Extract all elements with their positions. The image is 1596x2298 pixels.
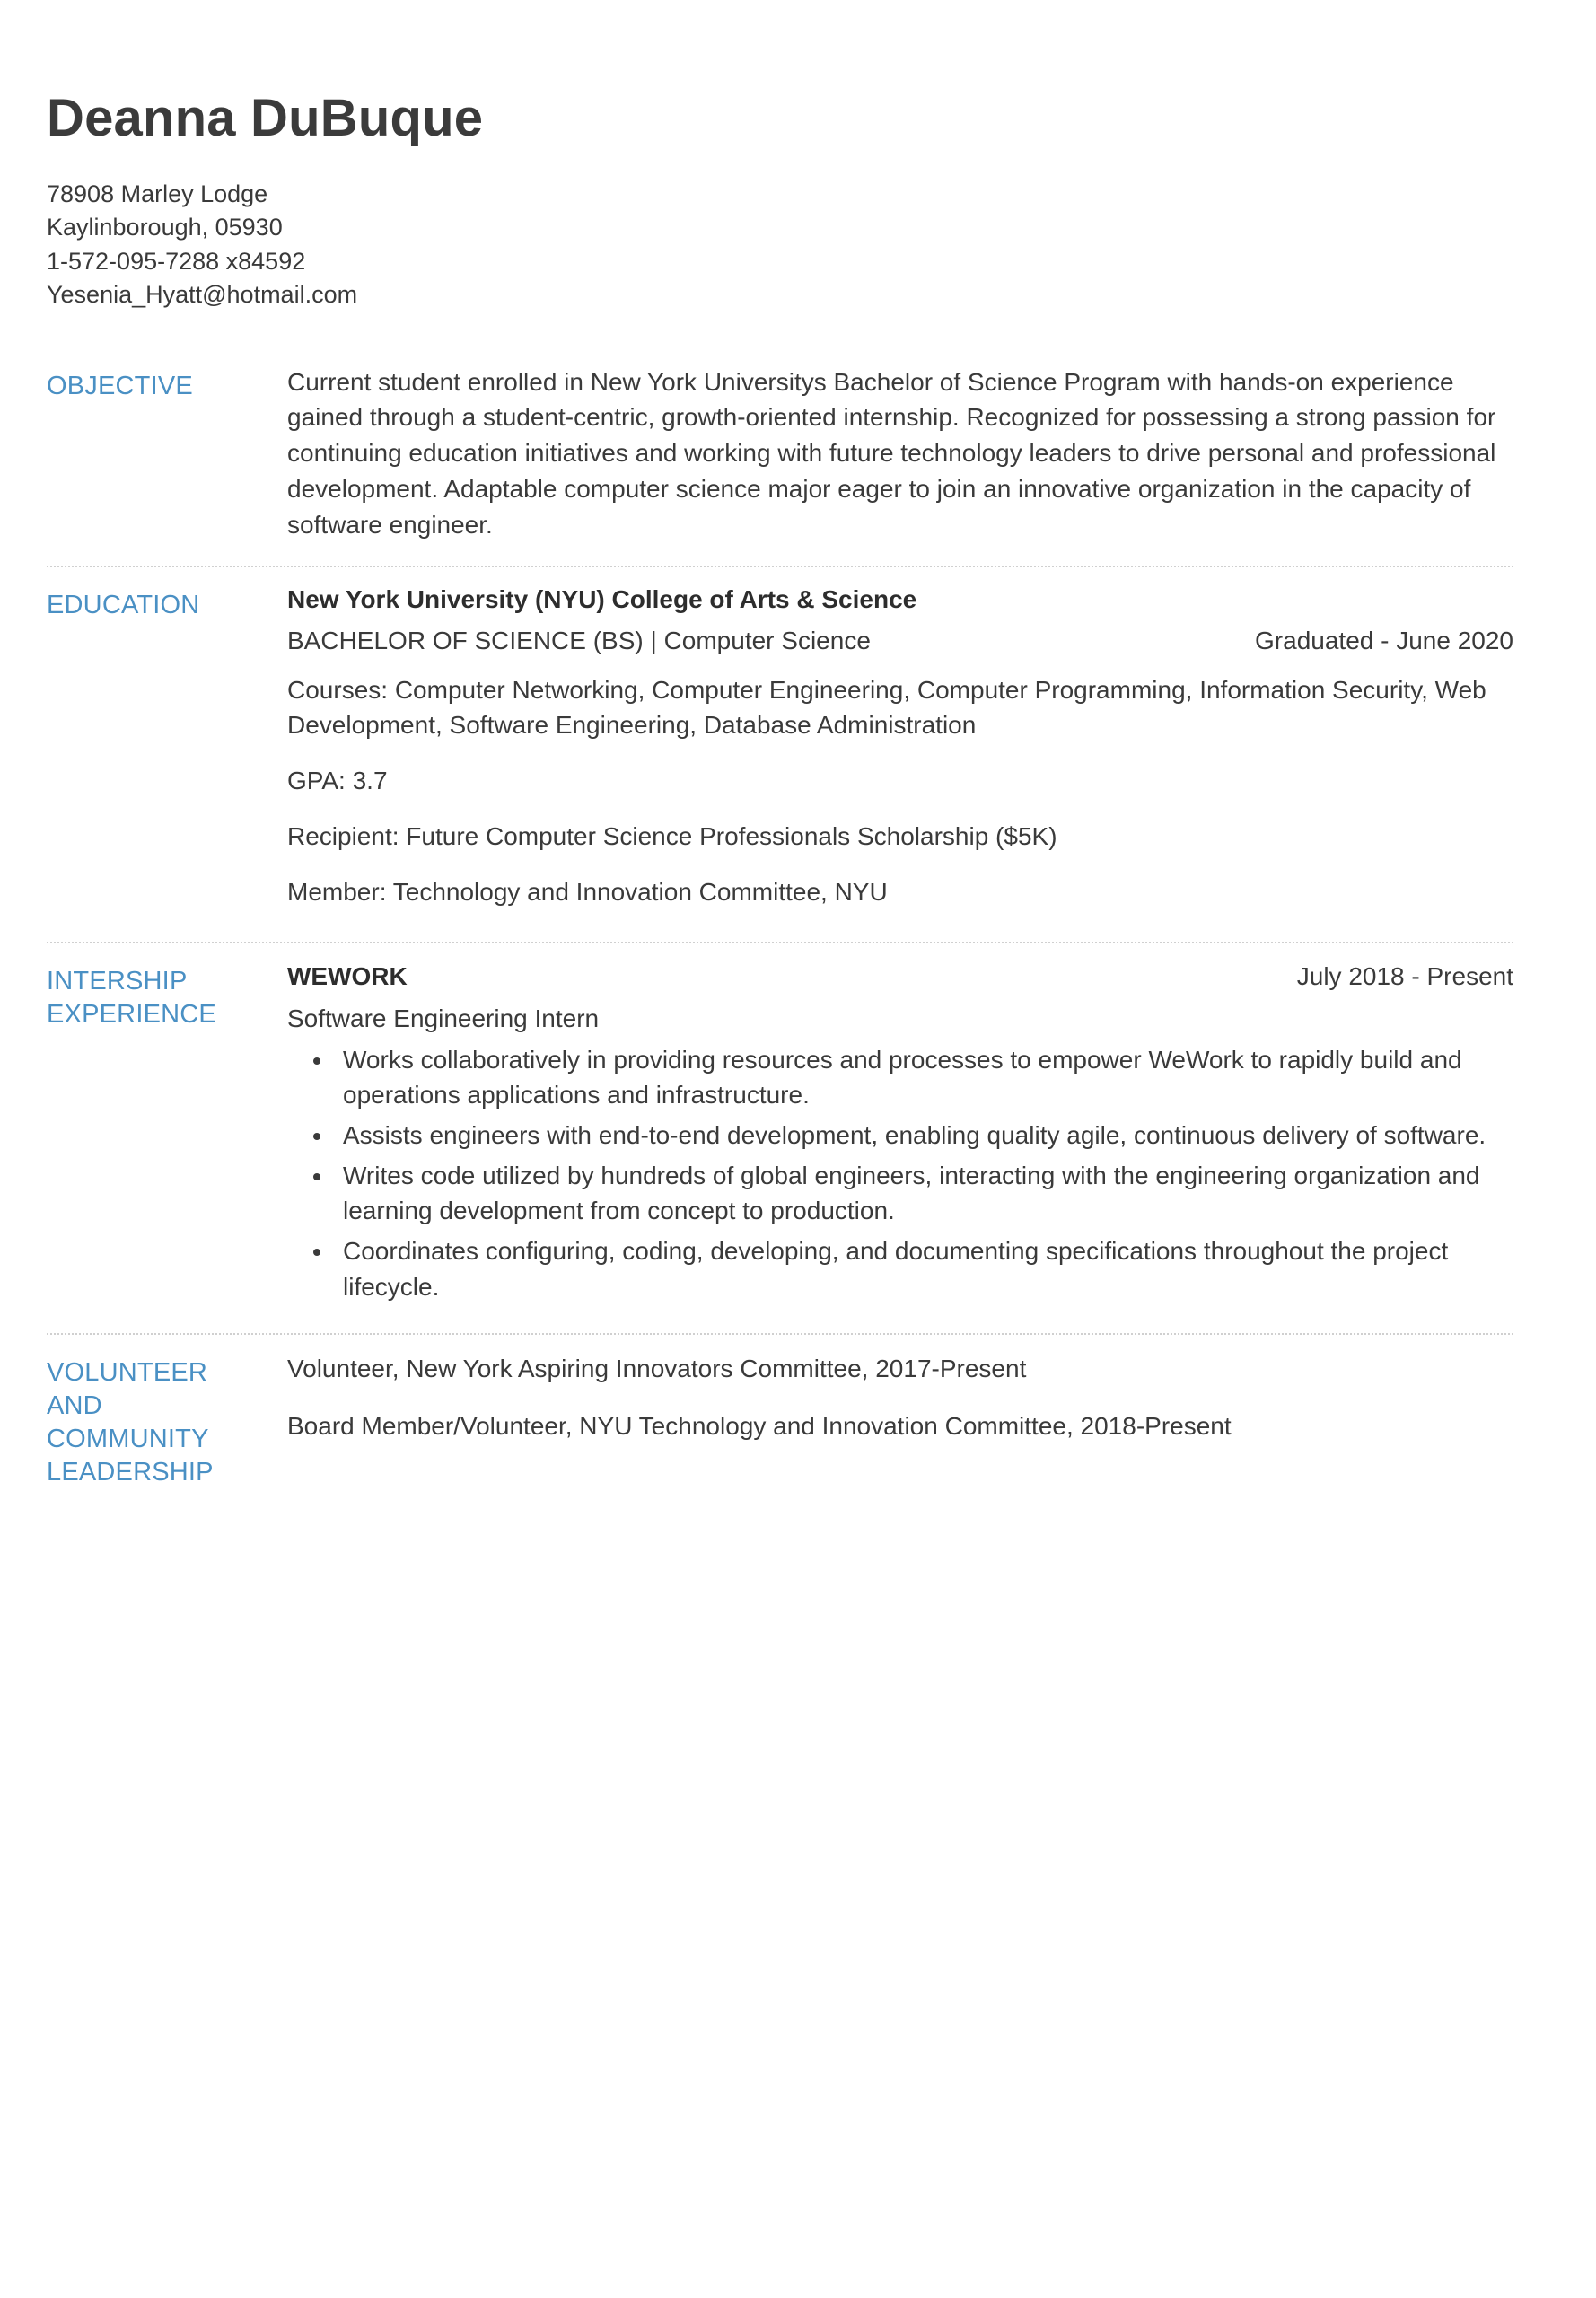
education-membership: Member: Technology and Innovation Committee, NYU	[287, 877, 888, 906]
section-body-objective	[287, 364, 1513, 543]
objective-text: Current student enrolled in New York Universitys Bachelor of Science Program with hands-on experience gained through a student-centric, growth-oriented internship. Recognized for possessing a strong passion for continuing education initiatives and working with future technology leaders to drive personal and professional development. Adaptable computer science major eager to join an innovative organization in the capacity of software engineer.	[287, 367, 1496, 539]
education-graduation-date: Graduated - June 2020	[1255, 626, 1513, 654]
education-school: New York University (NYU) College of Arts & Science	[287, 585, 917, 614]
section-education	[47, 566, 1513, 942]
education-degree: BACHELOR OF SCIENCE (BS) | Computer Science	[287, 626, 871, 654]
section-label-education: EDUCATION	[47, 591, 200, 620]
section-internship-experience	[47, 942, 1513, 1332]
contact-email: Yesenia_Hyatt@hotmail.com	[47, 281, 358, 309]
section-label-volunteer-line4: LEADERSHIP	[47, 1458, 214, 1487]
contact-address-line1: 78908 Marley Lodge	[47, 180, 268, 207]
contact-phone: 1-572-095-7288 x84592	[47, 247, 306, 275]
internship-bullet-list	[287, 1042, 1513, 1304]
section-body-internship	[287, 960, 1513, 1309]
internship-company: WEWORK	[287, 962, 408, 991]
page-title: Deanna DuBuque	[47, 89, 484, 147]
section-label-volunteer-line1: VOLUNTEER	[47, 1357, 208, 1387]
section-label-volunteer	[47, 1351, 287, 1489]
bottom-spacer	[47, 1513, 1513, 1620]
section-objective	[47, 348, 1513, 566]
education-degree-row	[287, 624, 1513, 658]
internship-dates: July 2018 - Present	[1296, 962, 1513, 991]
education-scholarship: Recipient: Future Computer Science Professionals Scholarship ($5K)	[287, 821, 1057, 850]
education-gpa: GPA: 3.7	[287, 767, 388, 795]
education-courses: Courses: Computer Networking, Computer Engineering, Computer Programming, Information Security, Web Development, Software Engineering, Database Administration	[287, 675, 1486, 740]
section-label-volunteer-line2: AND	[47, 1390, 102, 1420]
section-label-internship-line2: EXPERIENCE	[47, 1000, 216, 1030]
section-label-objective: OBJECTIVE	[47, 371, 193, 400]
section-label-volunteer-line3: COMMUNITY	[47, 1425, 209, 1454]
section-body-volunteer	[287, 1351, 1513, 1444]
volunteer-item: Volunteer, New York Aspiring Innovators Committee, 2017-Present	[287, 1354, 1027, 1382]
internship-company-row	[287, 960, 1513, 1000]
list-item: • Works collaboratively in providing resources and processes to empower WeWork to rapidly build and operations applications and infrastructure.	[334, 1042, 1513, 1112]
internship-title: Software Engineering Intern	[287, 1004, 600, 1032]
list-item: • Assists engineers with end-to-end development, enabling quality agile, continuous delivery of software.	[334, 1118, 1513, 1153]
section-body-education	[287, 583, 1513, 918]
list-item: • Writes code utilized by hundreds of global engineers, interacting with the engineering organization and learning development from concept to production.	[334, 1158, 1513, 1228]
contact-address-line2: Kaylinborough, 05930	[47, 214, 283, 241]
list-item: • Coordinates configuring, coding, developing, and documenting specifications throughout the project lifecycle.	[334, 1233, 1513, 1303]
contact-block	[47, 178, 1513, 312]
section-label-internship	[47, 960, 287, 1031]
section-volunteer-leadership	[47, 1333, 1513, 1513]
volunteer-item: Board Member/Volunteer, NYU Technology and Innovation Committee, 2018-Present	[287, 1411, 1232, 1440]
section-label-internship-line1: INTERSHIP	[47, 967, 188, 996]
